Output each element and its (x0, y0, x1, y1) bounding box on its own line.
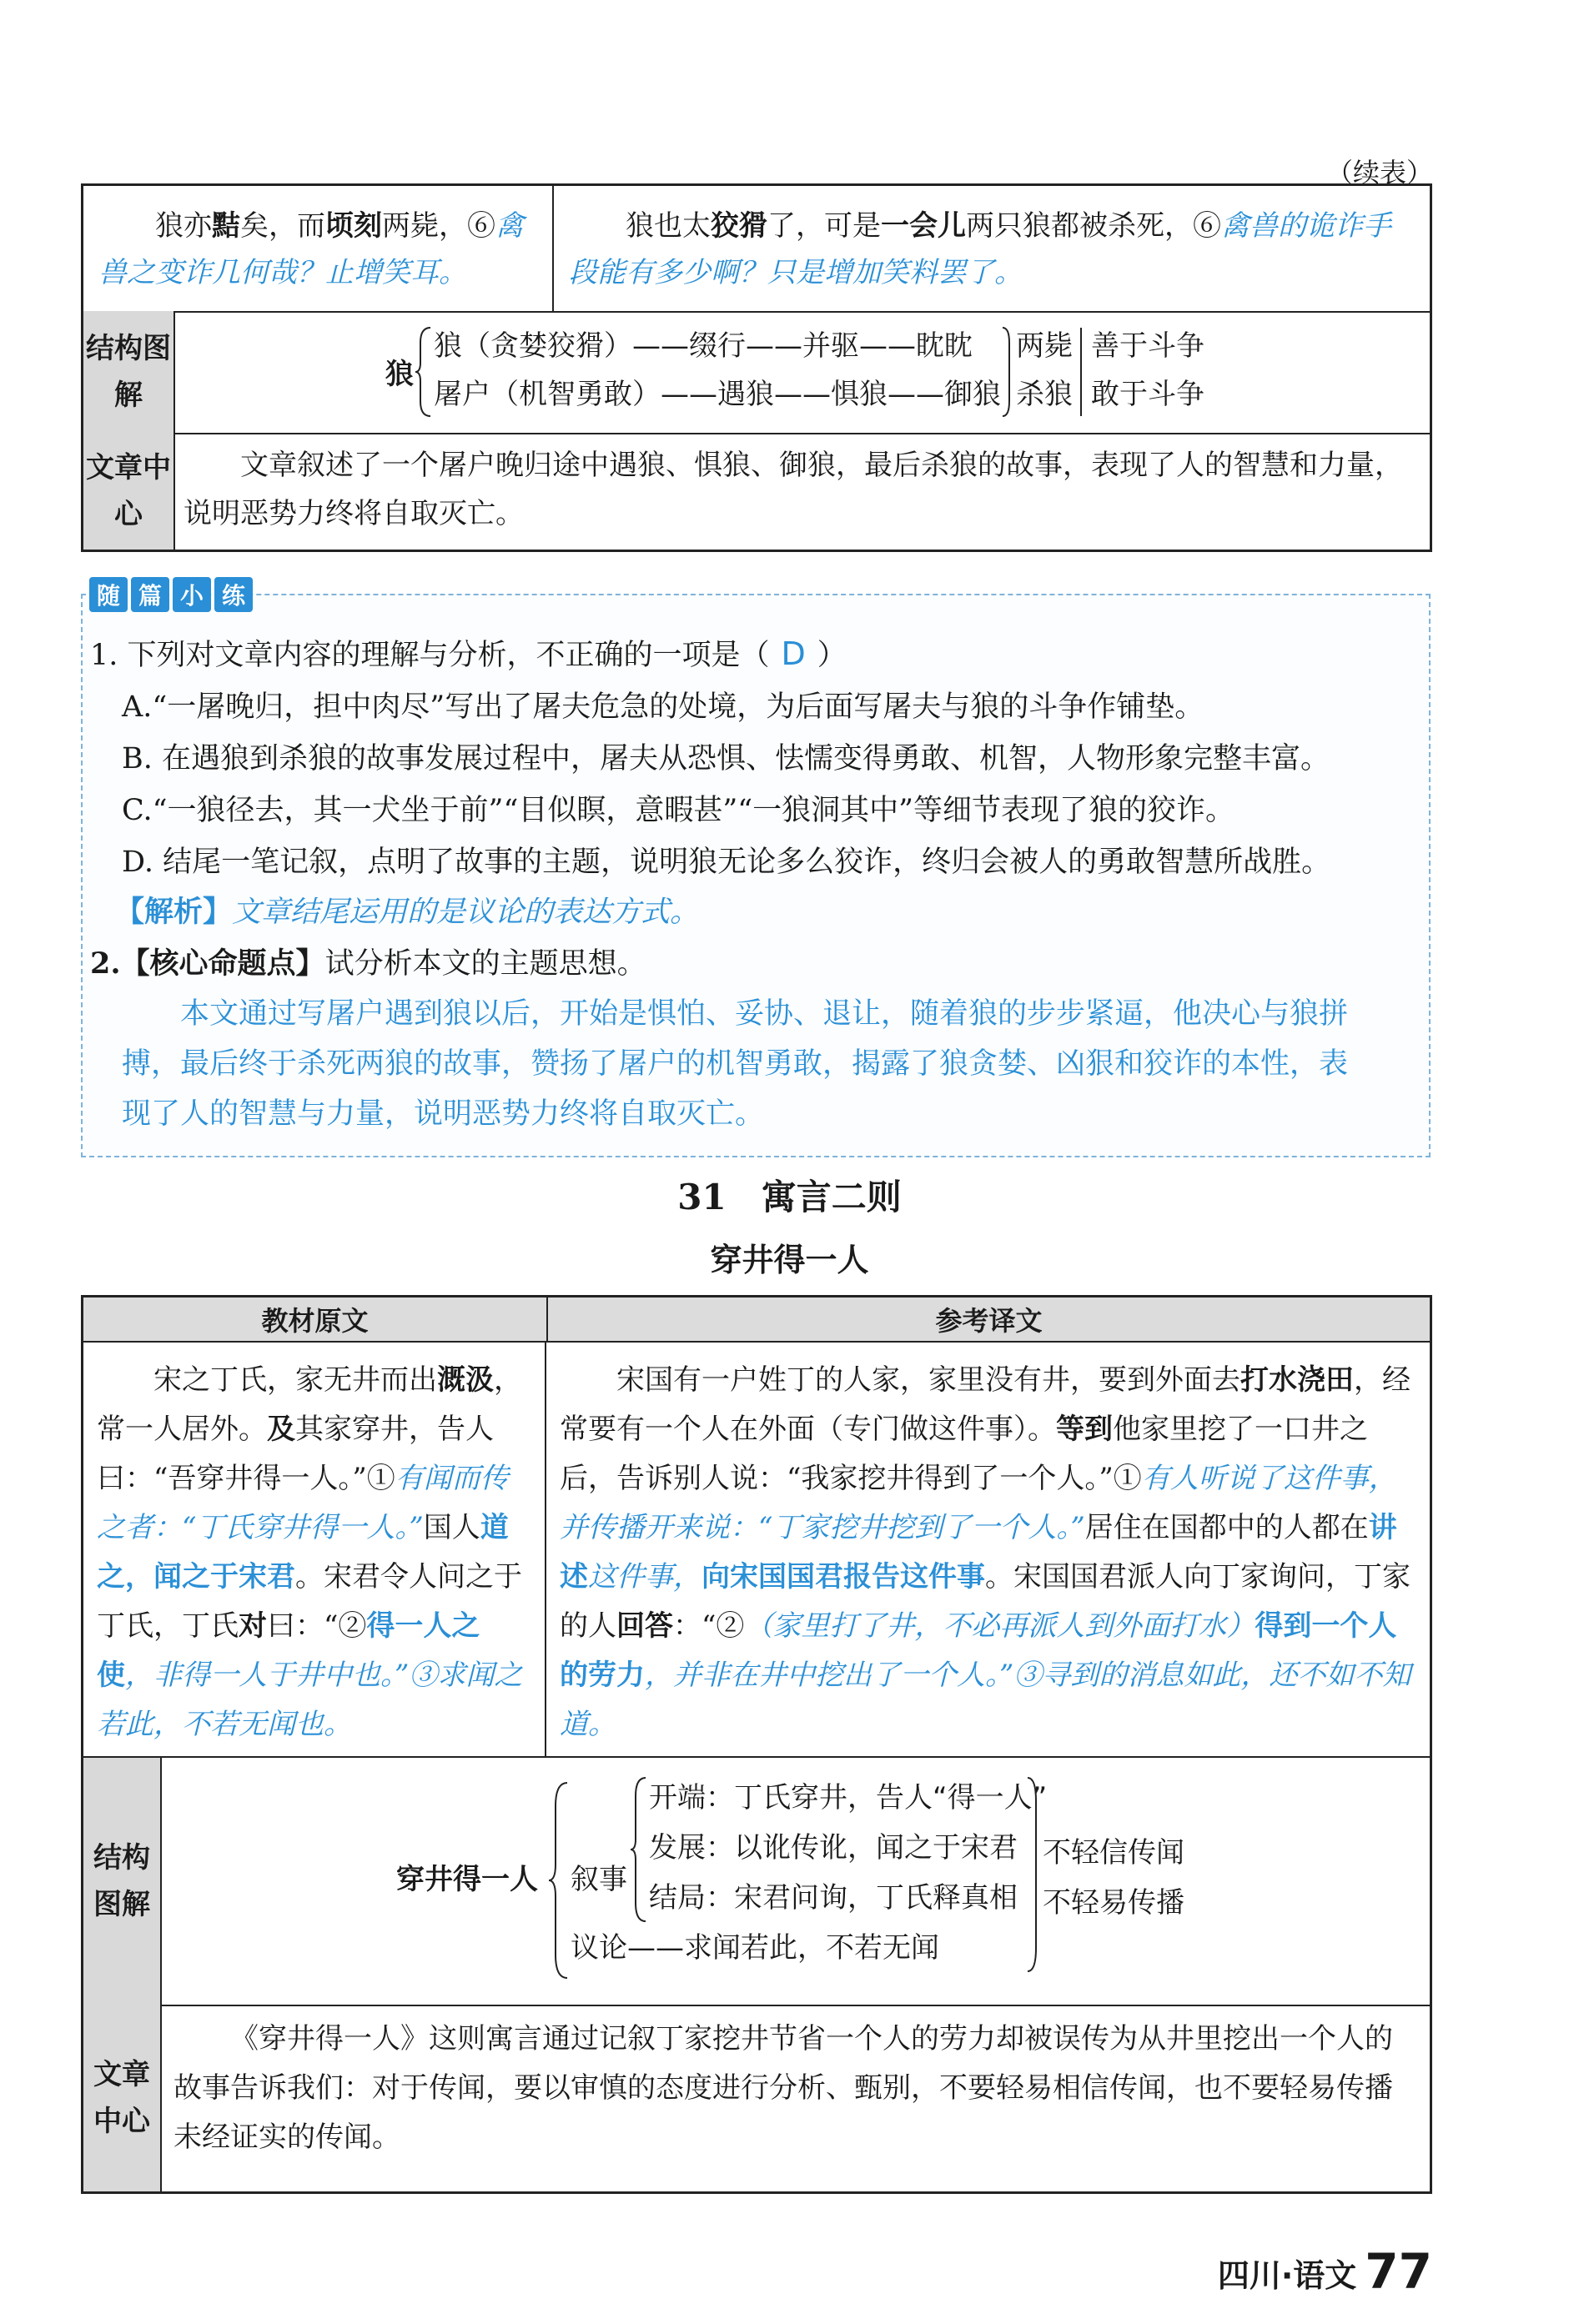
center-row (83, 2005, 1430, 2191)
text-run: 宋之丁氏，家无井而出 (153, 1363, 437, 1397)
practice-badge (89, 577, 253, 612)
highlight-text: 寻到的消息如此，还不如不知道。 (560, 1659, 1411, 1741)
core-point-tag: 【核心命题点】 (120, 947, 325, 981)
continued-label: （续表） (1325, 157, 1433, 188)
key-word: 一会儿 (881, 209, 966, 243)
structure-label: 结构图解 (83, 1758, 162, 2005)
key-phrase: 向宋国国君报告这件事 (701, 1560, 985, 1594)
structure-result-2: 杀狼 (1016, 378, 1073, 411)
text-run: 矣，而 (240, 209, 325, 243)
header-translation: 参考译文 (935, 1305, 1043, 1337)
badge-char: 练 (214, 577, 253, 612)
text-run: 。宋国国君派人向丁家询问，丁家的人 (560, 1560, 1411, 1643)
right-brace-icon (1001, 326, 1014, 418)
left-brace-icon (549, 1781, 569, 1980)
key-phrase: 道 (480, 1511, 509, 1544)
option-d: D. 结尾一笔记叙，点明了故事的主题，说明狼无论多么狡诈，终归会被人的勇敢智慧所战胜。 (122, 846, 1331, 879)
original-text-cell (83, 1341, 546, 1758)
key-word: 溉汲 (437, 1363, 494, 1397)
text-run: 他家里挖了一口井之后，告诉别人说：“我家挖井得到了一个人。”① (560, 1413, 1368, 1495)
highlight-text: 求闻之若此，不若无闻也。 (97, 1659, 523, 1741)
plot-begin: 开端：丁氏穿井，告人“得一人” (649, 1781, 1048, 1815)
text-run: 曰：“② (267, 1609, 367, 1643)
lesson-2: 不轻易传播 (1043, 1886, 1184, 1920)
structure-row (83, 311, 1430, 434)
right-brace-icon (1026, 1776, 1039, 1973)
header-original: 教材原文 (83, 1298, 548, 1341)
badge-char: 随 (89, 577, 128, 612)
plot-ending: 结局：宋君问询，丁氏释真相 (649, 1881, 1018, 1915)
highlight-text: 有闻而传之者：“丁氏穿井得一人。” (97, 1462, 509, 1544)
lesson-1: 不轻信传闻 (1043, 1836, 1184, 1870)
analysis-text: 文章结尾运用的是议论的表达方式。 (232, 896, 700, 929)
text-run: 其家穿井，告人曰：“吾穿井得一人。”① (97, 1413, 494, 1495)
page-footer (1217, 2243, 1432, 2300)
highlight-text: 这件事， (588, 1560, 701, 1594)
top-table (81, 183, 1432, 552)
key-word: 顷刻 (325, 209, 382, 243)
text-run: 宋国有一户姓丁的人家，家里没有井，要到外面去 (616, 1363, 1240, 1397)
narrative-label: 叙事 (571, 1863, 627, 1896)
translation-cell (554, 186, 1433, 311)
text-run: ，经常要有一个人在外面（专门做这件事）。 (560, 1363, 1411, 1446)
structure-row (83, 1758, 1430, 2006)
question-1-stem: 1. 下列对文章内容的理解与分析，不正确的一项是（ D ） (90, 635, 847, 672)
highlight-sentence: 禽兽的诡诈手段能有多少啊？只是增加笑料罢了。 (569, 209, 1391, 289)
question-2-stem: 2.【核心命题点】试分析本文的主题思想。 (90, 946, 646, 981)
option-b: B. 在遇狼到杀狼的故事发展过程中，屠夫从恐惧、怯懦变得勇敢、机智，人物形象完整丰富。 (122, 742, 1330, 776)
text-run: 狼也太 (626, 209, 711, 243)
text-run: 两毙，⑥ (382, 209, 495, 243)
divider-line-icon (1076, 326, 1088, 418)
left-brace-icon (631, 1776, 647, 1923)
bottom-table (81, 1295, 1432, 2194)
key-word: 等到 (1056, 1413, 1113, 1446)
center-label: 文章中心 (83, 2005, 162, 2191)
highlight-text: ，非得一人于井中也。”③ (125, 1659, 438, 1692)
structure-label: 结构图解 (83, 311, 175, 433)
sub-title: 穿井得一人 (710, 1242, 869, 1278)
text-run: 狼亦 (155, 209, 212, 243)
table-header (83, 1298, 1430, 1343)
center-row (83, 433, 1430, 550)
text-run: 。宋君令人问之于丁氏，丁氏 (97, 1560, 522, 1643)
text-run: 了，可是 (767, 209, 881, 243)
structure-line-wolf: 狼（贪婪狡猾）——缀行——并驱——眈眈 (434, 329, 973, 363)
key-word: 对 (239, 1609, 267, 1643)
key-word: 回答 (616, 1609, 673, 1643)
answer-line: 搏，最后终于杀死两狼的故事，赞扬了屠户的机智勇敢，揭露了狼贪婪、凶狠和狡诈的本性，表 (122, 1047, 1349, 1081)
key-word: 及 (267, 1413, 295, 1446)
original-text-cell (83, 186, 554, 311)
highlight-sentence: 禽兽之变诈几何哉？止增笑耳。 (98, 209, 524, 289)
key-word: 黠 (212, 209, 240, 243)
question-1-answer: D (781, 635, 806, 672)
text-row (83, 186, 1430, 313)
page-number: 77 (1365, 2243, 1432, 2300)
key-phrase: 得到一个人的劳力 (560, 1609, 1397, 1692)
answer-line: 本文通过写屠户遇到狼以后，开始是惧怕、妥协、退让，随着狼的步步紧逼，他决心与狼拼 (180, 997, 1349, 1031)
badge-char: 小 (173, 577, 211, 612)
structure-end-2: 敢于斗争 (1091, 378, 1204, 411)
option-c: C.“一狼径去，其一犬坐于前”“目似瞑，意暇甚”“一狼洞其中”等细节表现了狼的狡诈。 (122, 794, 1235, 827)
structure-root: 穿井得一人 (396, 1863, 538, 1896)
discussion-line: 议论——求闻若此，不若无闻 (571, 1931, 939, 1965)
key-word: 打水浇田 (1240, 1363, 1354, 1397)
option-a: A.“一屠晚归，担中肉尽”写出了屠夫危急的处境，为后面写屠夫与狼的斗争作铺垫。 (122, 690, 1204, 724)
highlight-text: ，并非在井中挖出了一个人。”③ (645, 1659, 1043, 1692)
text-run: 居住在国都中的人都在 (1084, 1511, 1369, 1544)
center-label: 文章中心 (83, 433, 175, 550)
text-run: ，常一人居外。 (97, 1363, 522, 1446)
structure-result-1: 两毙 (1016, 329, 1073, 363)
text-run: 两只狼都被杀死，⑥ (966, 209, 1221, 243)
translation-cell (546, 1341, 1430, 1758)
section-title: 31 寓言二则 (677, 1177, 902, 1217)
highlight-text: 有人听说了这件事，并传播开来说：“丁家挖井挖到了一个人。” (560, 1462, 1397, 1544)
structure-line-butcher: 屠户（机智勇敢）——遇狼——惧狼——御狼 (434, 378, 1001, 411)
key-phrase: 讲述 (560, 1511, 1397, 1594)
highlight-text: （家里打了井，不必再派人到外面打水） (744, 1609, 1255, 1643)
plot-develop: 发展：以讹传讹，闻之于宋君 (649, 1831, 1018, 1865)
footer-label: 四川·语文 (1217, 2257, 1357, 2294)
center-text: 《穿井得一人》这则寓言通过记叙丁家挖井节省一个人的劳力却被误传为从井里挖出一个人的故事告诉我们：对于传闻，要以审慎的态度进行分析、甄别，不要轻易相信传闻，也不要轻易传播未经证实的传闻。 (173, 2022, 1393, 2154)
structure-end-1: 善于斗争 (1091, 329, 1204, 363)
answer-line: 现了人的智慧与力量，说明恶势力终将自取灭亡。 (122, 1097, 765, 1131)
key-phrase: 之，闻之于宋君 (97, 1560, 295, 1594)
badge-char: 篇 (131, 577, 169, 612)
left-brace-icon (415, 326, 432, 418)
analysis-line (115, 889, 699, 931)
text-run: 国人 (423, 1511, 480, 1544)
structure-root: 狼 (385, 358, 414, 391)
center-text: 文章叙述了一个屠户晚归途中遇狼、惧狼、御狼，最后杀狼的故事，表现了人的智慧和力量，说明恶势力终将自取灭亡。 (184, 449, 1403, 530)
key-word: 狡猾 (711, 209, 767, 243)
text-run: ：“② (673, 1609, 745, 1643)
analysis-label: 【解析】 (115, 896, 233, 929)
key-phrase: 得一人之使 (97, 1609, 480, 1692)
